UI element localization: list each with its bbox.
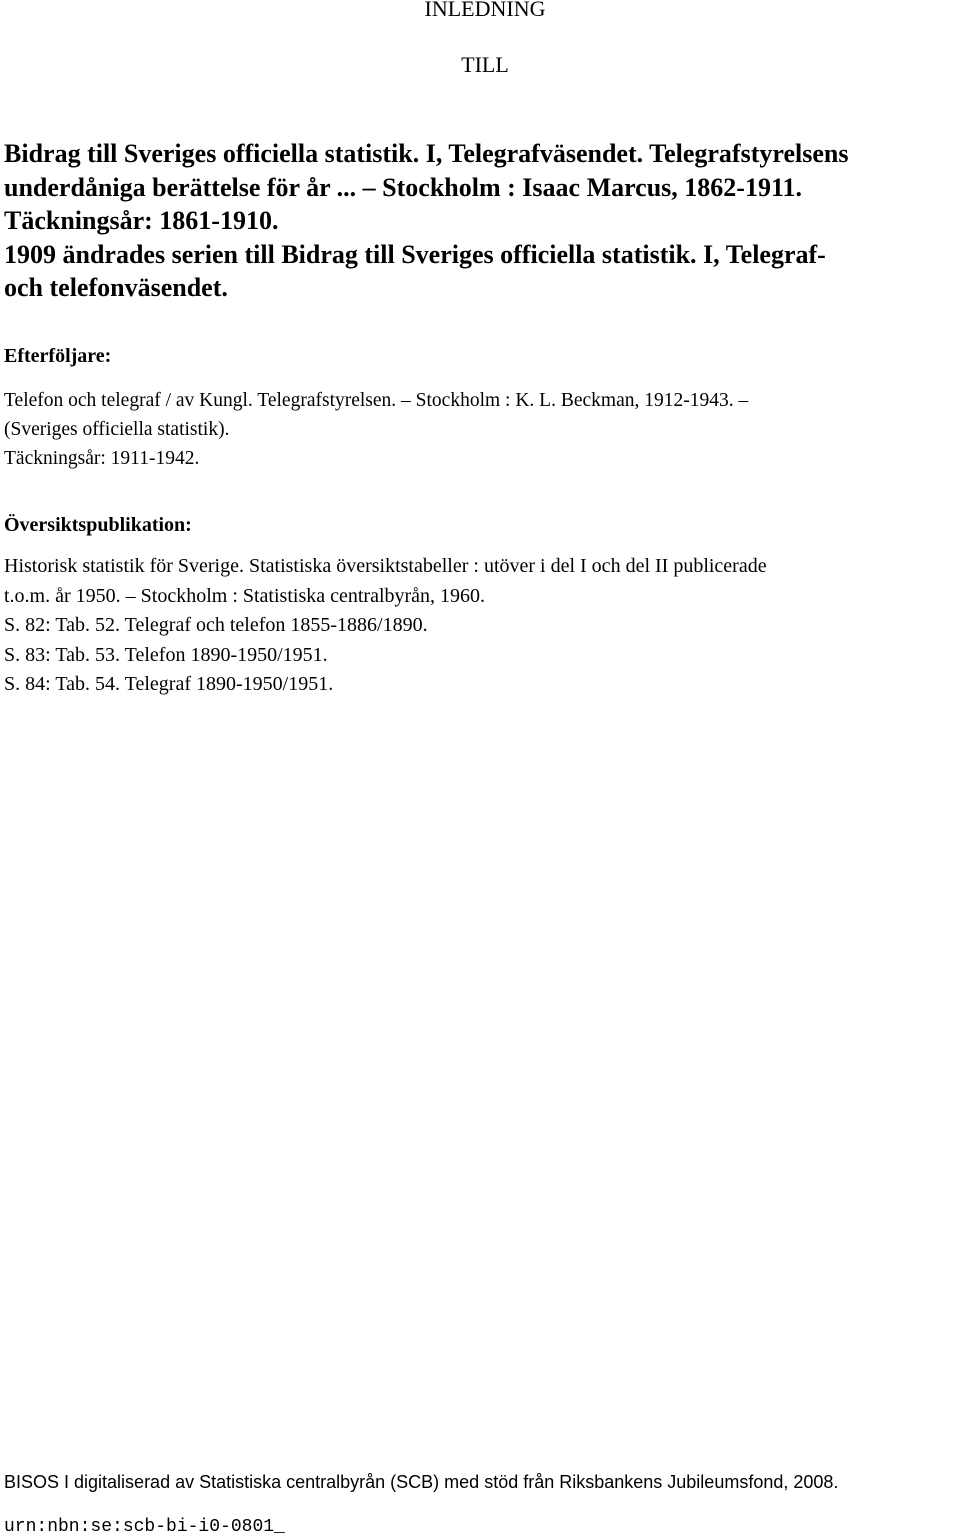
series-title-block (4, 137, 954, 305)
series-title-line: 1909 ändrades serien till Bidrag till Sveriges officiella statistik. I, Telegraf- (4, 239, 826, 269)
successor-label: Efterföljare: (4, 345, 112, 367)
intro-heading: INLEDNING (424, 0, 546, 21)
overview-line: S. 84: Tab. 54. Telegraf 1890-1950/1951. (4, 673, 334, 695)
overview-line: S. 83: Tab. 53. Telefon 1890-1950/1951. (4, 643, 328, 666)
overview-line: S. 82: Tab. 52. Telegraf och telefon 1855-1886/1890. (4, 614, 428, 636)
successor-line: Telefon och telegraf / av Kungl. Telegrafstyrelsen. – Stockholm : K. L. Beckman, 1912-1943. – (4, 390, 749, 411)
series-title-line: Täckningsår: 1861-1910. (4, 206, 279, 236)
digitization-note: BISOS I digitaliserad av Statistiska centralbyrån (SCB) med stöd från Riksbankens Jubileumsfond, 2008. (4, 1472, 839, 1492)
successor-line: Täckningsår: 1911-1942. (4, 448, 200, 470)
successor-line: (Sveriges officiella statistik). (4, 419, 230, 441)
overview-entry (4, 552, 956, 700)
urn-identifier: urn:nbn:se:scb-bi-i0-0801_ (4, 1517, 285, 1537)
overview-line: Historisk statistik för Sverige. Statistiska översiktstabeller : utöver i del I och del II publicerade (4, 555, 767, 577)
till-heading: TILL (461, 52, 509, 77)
series-title-line: och telefonväsendet. (4, 273, 228, 303)
successor-entry (4, 386, 956, 474)
series-title-line: underdåniga berättelse för år ... – Stockholm : Isaac Marcus, 1862-1911. (4, 172, 803, 202)
overview-label: Översiktspublikation: (4, 514, 192, 536)
series-title-line: Bidrag till Sveriges officiella statistik. I, Telegrafväsendet. Telegrafstyrelsens (4, 139, 849, 168)
overview-line: t.o.m. år 1950. – Stockholm : Statistiska centralbyrån, 1960. (4, 584, 486, 607)
